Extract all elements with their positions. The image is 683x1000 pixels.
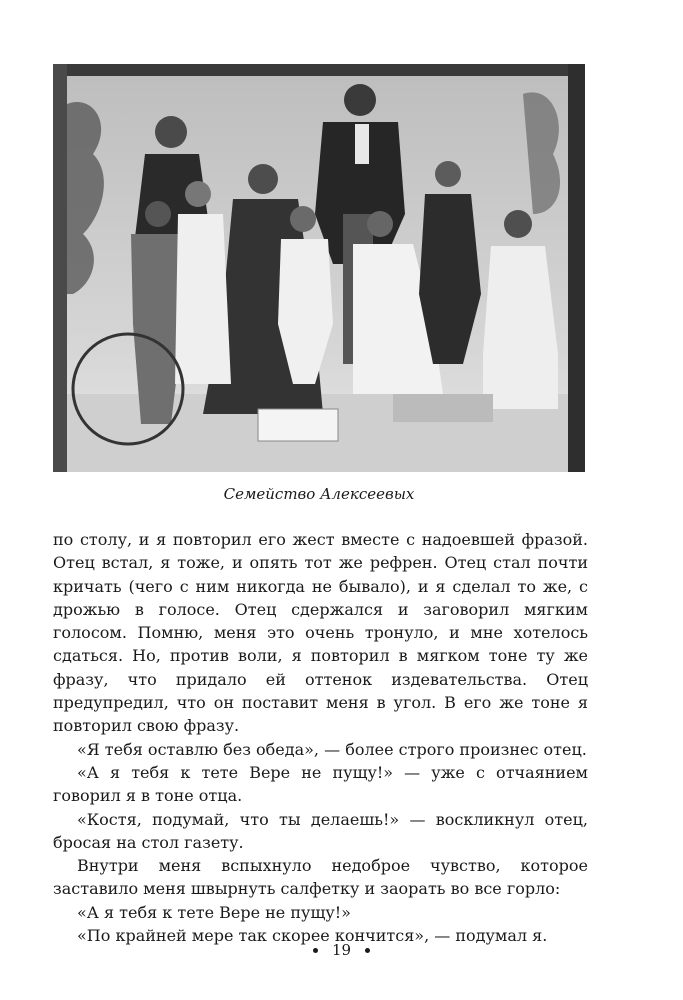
family-photograph-image — [53, 64, 585, 472]
paragraph: «Костя, подумай, что ты делаешь!» — воскликнул отец, бросая на стол газету. — [53, 809, 588, 852]
paragraph: по столу, и я повторил его жест вместе с надоевшей фразой. Отец встал, я тоже, и опять тот же рефрен. Отец стал почти кричать (чего с ним никогда не бывало), и я сделал то же, с дрожью в голосе. Отец сдержался и заговорил мягким голосом. Помню, меня это очень тронуло, и мне хотелось сдаться. Но, против воли, я повторил в мягком тоне ту же фразу, что придало ей оттенок издевательства. Отец предупредил, что он поставит меня в угол. В его же тоне я повторил свою фразу. — [53, 530, 588, 736]
paragraph: «Я тебя оставлю без обеда», — более строго произнес отец. — [77, 739, 587, 759]
paragraph: Внутри меня вспыхнуло недоброе чувство, которое заставило меня швырнуть салфетку и заорать во все горло: — [53, 856, 588, 899]
page-number: 19 — [331, 941, 352, 959]
paragraph: «А я тебя к тете Вере не пущу!» — уже с отчаянием говорил я в тоне отца. — [53, 762, 588, 806]
paragraph: «По крайней мере так скорее кончится», — подумал я. — [77, 926, 548, 946]
bullet-icon — [365, 948, 370, 953]
photo-caption: Семейство Алексеевых — [223, 485, 415, 503]
paragraph: «А я тебя к тете Вере не пущу!» — [77, 902, 351, 922]
body-text — [53, 528, 588, 947]
bullet-icon — [313, 948, 318, 953]
page-footer — [0, 940, 683, 960]
family-photograph — [53, 64, 585, 472]
